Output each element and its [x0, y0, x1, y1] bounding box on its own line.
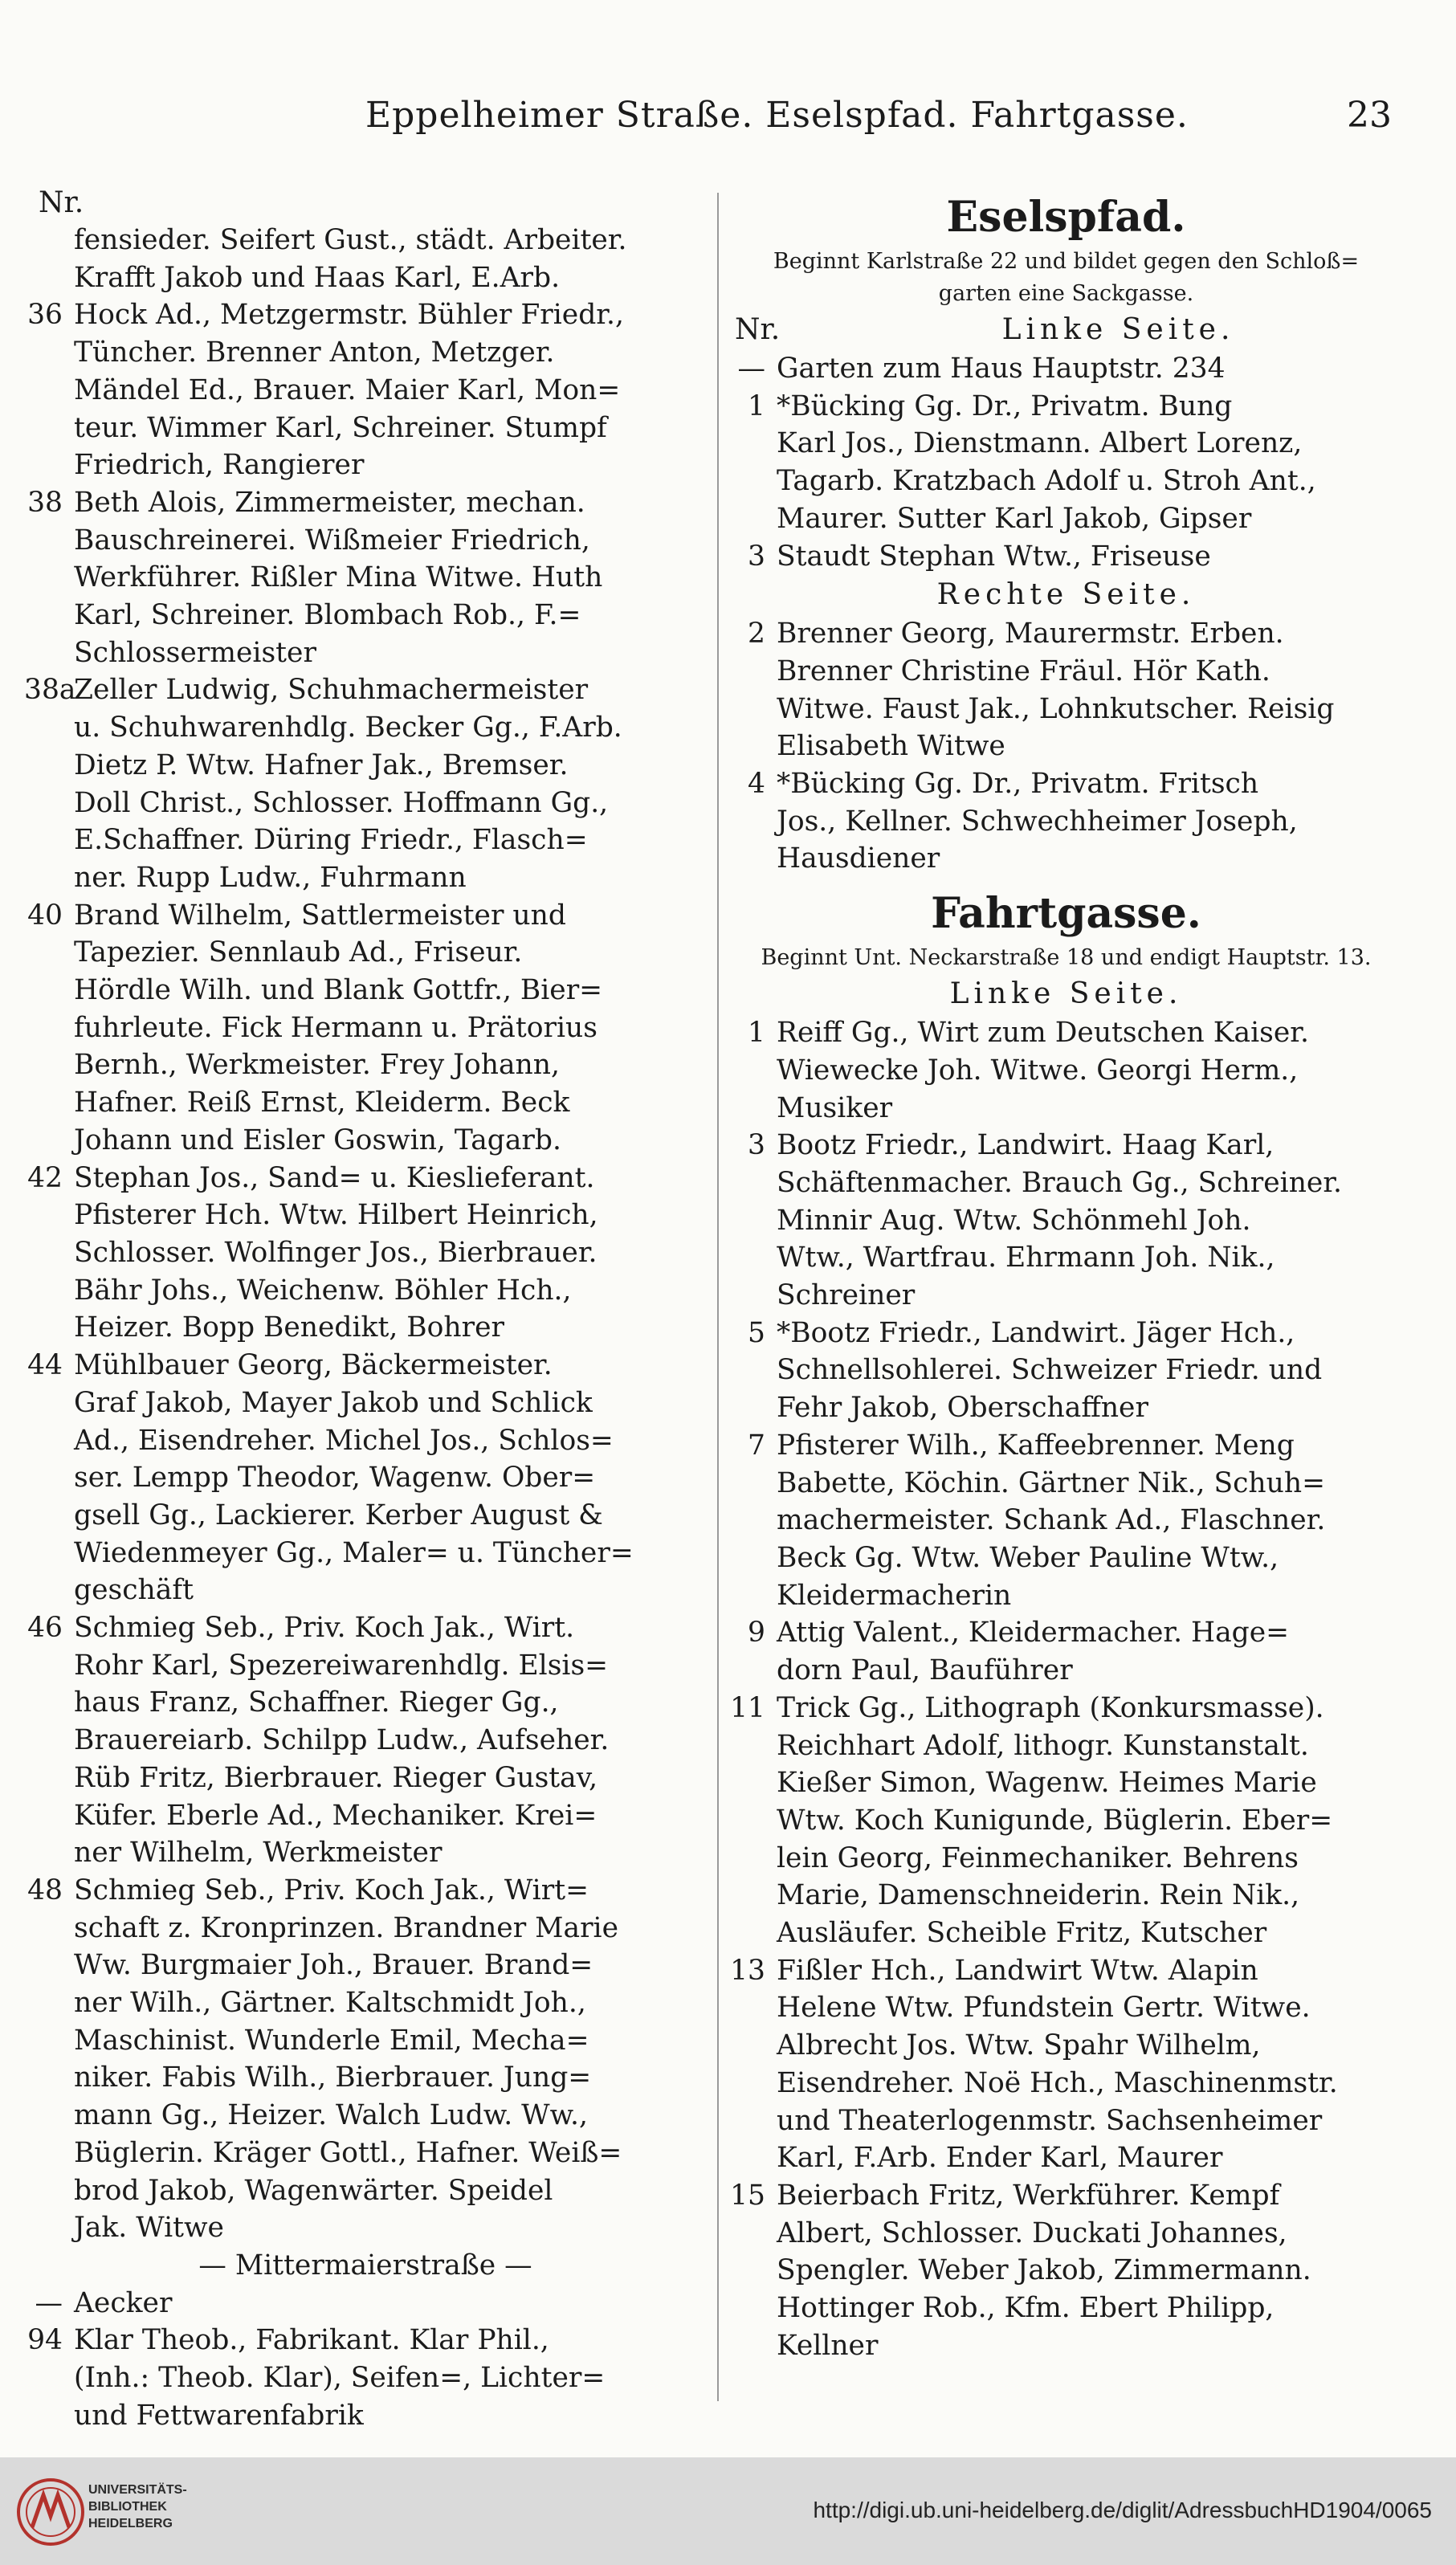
entry-line: Pfisterer Hch. Wtw. Hilbert Heinrich,: [74, 1199, 598, 1232]
entry-line: Hock Ad., Metzgermstr. Bühler Friedr.,: [74, 299, 624, 332]
entry-line: Staudt Stephan Wtw., Friseuse: [777, 540, 1211, 573]
left-after-entries: [24, 2285, 707, 2435]
entry-line: fuhrleute. Fick Hermann u. Prätorius: [74, 1011, 597, 1044]
entry-text: [777, 765, 1405, 878]
entry-line: Zeller Ludwig, Schuhmachermeister: [74, 674, 589, 707]
description-line: garten eine Sackgasse.: [938, 281, 1194, 306]
house-number: 1: [748, 1017, 765, 1050]
entry-text: [777, 1127, 1405, 1315]
entry-line: niker. Fabis Wilh., Bierbrauer. Jung=: [74, 2061, 592, 2094]
entry-line: Schäftenmacher. Brauch Gg., Schreiner.: [777, 1166, 1342, 1199]
entry-line: Schmieg Seb., Priv. Koch Jak., Wirt=: [74, 1874, 589, 1906]
entry-text: [777, 1315, 1405, 1427]
description-line: Beginnt Karlstraße 22 und bildet gegen den Schloß=: [773, 249, 1360, 274]
entry-line: Kellner: [777, 2329, 879, 2362]
entry-line: Doll Christ., Schlosser. Hoffmann Gg.,: [74, 786, 609, 819]
entry-line: Bauschreinerei. Wißmeier Friedrich,: [74, 524, 590, 557]
entry-line: E.Schaffner. Düring Friedr., Flasch=: [74, 824, 588, 857]
entry-line: Wiewecke Joh. Witwe. Georgi Herm.,: [777, 1054, 1299, 1087]
entry-line: Bähr Johs., Weichenw. Böhler Hch.,: [74, 1274, 572, 1307]
section-title-fahrtgasse: Fahrtgasse.: [931, 889, 1201, 939]
entry-line: Albrecht Jos. Wtw. Spahr Wilhelm,: [777, 2029, 1261, 2062]
entry-line: Kießer Simon, Wagenw. Heimes Marie: [777, 1767, 1317, 1800]
entry-line: *Bücking Gg. Dr., Privatm. Bung: [777, 389, 1233, 422]
house-number: 2: [748, 618, 765, 650]
entry-line: Jak. Witwe: [74, 2212, 224, 2245]
entry-line: Rohr Karl, Spezereiwarenhdlg. Elsis=: [74, 1649, 609, 1682]
entry-line: schaft z. Kronprinzen. Brandner Marie: [74, 1911, 619, 1944]
description-line: Beginnt Unt. Neckarstraße 18 und endigt Hauptstr. 13.: [761, 945, 1372, 971]
house-number: 5: [748, 1316, 765, 1349]
entry-line: Reichhart Adolf, lithogr. Kunstanstalt.: [777, 1729, 1309, 1762]
house-number: 3: [748, 1129, 765, 1162]
entry-line: Küfer. Eberle Ad., Mechaniker. Krei=: [74, 1799, 597, 1832]
entry-line: Ad., Eisendreher. Michel Jos., Schlos=: [74, 1424, 614, 1457]
entry-text: [74, 897, 707, 1160]
entry-line: brod Jakob, Wagenwärter. Speidel: [74, 2174, 553, 2207]
entry-line: und Fettwarenfabrik: [74, 2399, 364, 2432]
entry-line: Bootz Friedr., Landwirt. Haag Karl,: [777, 1129, 1275, 1162]
left-entries: [24, 222, 707, 2247]
entry-line: Schreiner: [777, 1279, 916, 1312]
entry-text: [777, 1614, 1405, 1689]
entry-line: Brenner Christine Fräul. Hör Kath.: [777, 655, 1270, 687]
section-description-eselspfad: [727, 246, 1405, 310]
side-heading-left-fahrtgasse: Linke Seite.: [949, 977, 1183, 1011]
entry-line: Wtw., Wartfrau. Ehrmann Joh. Nik.,: [777, 1242, 1275, 1274]
entry-line: Albert, Schlosser. Duckati Johannes,: [777, 2216, 1287, 2249]
directory-entry: [727, 1127, 1405, 1315]
entry-line: ner Wilh., Gärtner. Kaltschmidt Joh.,: [74, 1987, 586, 2020]
entry-line: Fehr Jakob, Oberschaffner: [777, 1392, 1148, 1425]
directory-entry: [727, 1427, 1405, 1615]
entry-line: Brand Wilhelm, Sattlermeister und: [74, 899, 566, 932]
house-number: 38a: [24, 674, 76, 707]
entry-line: Elisabeth Witwe: [777, 730, 1005, 763]
directory-entry: [24, 296, 707, 484]
house-number: [24, 222, 74, 296]
entry-line: Karl, F.Arb. Ender Karl, Maurer: [777, 2142, 1223, 2175]
page-number: 23: [1347, 95, 1392, 136]
entry-line: Dietz P. Wtw. Hafner Jak., Bremser.: [74, 748, 569, 781]
entry-line: Aecker: [74, 2286, 173, 2319]
source-url[interactable]: http://digi.ub.uni-heidelberg.de/diglit/AdressbuchHD1904/0065: [813, 2498, 1432, 2522]
side-heading-row: [727, 310, 1405, 350]
entry-line: ner. Rupp Ludw., Fuhrmann: [74, 861, 467, 894]
entry-line: u. Schuhwarenhdlg. Becker Gg., F.Arb.: [74, 712, 622, 744]
house-number: 46: [27, 1612, 63, 1645]
house-number: —: [737, 353, 765, 385]
entry-text: [777, 1952, 1405, 2177]
entry-line: Jos., Kellner. Schwechheimer Joseph,: [777, 805, 1298, 838]
directory-entry: [727, 1315, 1405, 1427]
entry-line: Musiker: [777, 1091, 893, 1124]
library-logo-text: [88, 2481, 187, 2532]
entry-line: Brauereiarb. Schilpp Ludw., Aufseher.: [74, 1724, 610, 1757]
entry-text: [777, 1014, 1405, 1127]
entry-line: Karl Jos., Dienstmann. Albert Lorenz,: [777, 427, 1303, 460]
entry-line: Babette, Köchin. Gärtner Nik., Schuh=: [777, 1466, 1325, 1499]
entry-line: Helene Wtw. Pfundstein Gertr. Witwe.: [777, 1992, 1311, 2025]
house-number: 42: [27, 1161, 63, 1194]
entry-line: Mändel Ed., Brauer. Maier Karl, Mon=: [74, 373, 621, 406]
entry-text: [777, 1427, 1405, 1615]
entry-line: Trick Gg., Lithograph (Konkursmasse).: [777, 1691, 1324, 1724]
entry-line: Friedrich, Rangierer: [74, 449, 365, 482]
side-heading-left: Linke Seite.: [1001, 313, 1235, 346]
entry-line: Brenner Georg, Maurermstr. Erben.: [777, 618, 1284, 650]
entry-line: Schlosser. Wolfinger Jos., Bierbrauer.: [74, 1236, 597, 1269]
directory-entry: [24, 484, 707, 672]
directory-entry: [24, 222, 707, 296]
house-number: 3: [748, 540, 765, 573]
directory-entry: [24, 1160, 707, 1348]
entry-line: dorn Paul, Bauführer: [777, 1654, 1073, 1687]
entry-line: Witwe. Faust Jak., Lohnkutscher. Reisig: [777, 692, 1335, 725]
entry-line: ser. Lempp Theodor, Wagenw. Ober=: [74, 1462, 596, 1495]
entry-line: gsell Gg., Lackierer. Kerber August &: [74, 1499, 603, 1531]
entry-line: Hafner. Reiß Ernst, Kleiderm. Beck: [74, 1087, 570, 1119]
logo-text-line: UNIVERSITÄTS-: [88, 2483, 187, 2497]
entry-line: Krafft Jakob und Haas Karl, E.Arb.: [74, 261, 561, 294]
entry-line: Maurer. Sutter Karl Jakob, Gipser: [777, 502, 1252, 535]
entry-line: *Bücking Gg. Dr., Privatm. Fritsch: [777, 768, 1259, 801]
entry-line: Wiedenmeyer Gg., Maler= u. Tüncher=: [74, 1536, 634, 1569]
running-header: [0, 95, 1456, 159]
house-number: 13: [730, 1954, 765, 1987]
entry-text: [777, 615, 1405, 765]
entry-text: [74, 1160, 707, 1348]
entry-text: [777, 538, 1405, 576]
fahrtgasse-entries: [727, 1014, 1405, 2364]
directory-entry: [24, 2285, 707, 2322]
entry-line: Reiff Gg., Wirt zum Deutschen Kaiser.: [777, 1017, 1309, 1050]
entry-line: Johann und Eisler Goswin, Tagarb.: [74, 1123, 561, 1156]
house-number: 94: [27, 2324, 63, 2357]
entry-line: Schnellsohlerei. Schweizer Friedr. und: [777, 1354, 1323, 1387]
entry-line: Hottinger Rob., Kfm. Ebert Philipp,: [777, 2292, 1275, 2325]
left-column: [24, 185, 707, 2434]
entry-line: Pfisterer Wilh., Kaffeebrenner. Meng: [777, 1429, 1295, 1462]
house-number: 48: [27, 1874, 63, 1906]
entry-line: Büglerin. Kräger Gottl., Hafner. Weiß=: [74, 2136, 622, 2169]
entry-line: Tüncher. Brenner Anton, Metzger.: [74, 336, 555, 369]
entry-text: [74, 296, 707, 484]
entry-line: Beck Gg. Wtw. Weber Pauline Wtw.,: [777, 1541, 1279, 1574]
entry-line: Ausläufer. Scheible Fritz, Kutscher: [777, 1917, 1267, 1950]
entry-text: [777, 388, 1405, 538]
entry-line: mann Gg., Heizer. Walch Ludw. Ww.,: [74, 2099, 588, 2132]
entry-line: Tagarb. Kratzbach Adolf u. Stroh Ant.,: [777, 465, 1316, 498]
column-divider: [717, 193, 719, 2401]
directory-entry: [24, 2322, 707, 2434]
nr-label-right: Nr.: [735, 313, 781, 346]
section-title-eselspfad: Eselspfad.: [946, 193, 1186, 242]
entry-line: Klar Theob., Fabrikant. Klar Phil.,: [74, 2324, 549, 2357]
entry-text: [74, 1872, 707, 2247]
entry-line: Attig Valent., Kleidermacher. Hage=: [777, 1617, 1290, 1650]
entry-line: Hausdiener: [777, 842, 940, 875]
entry-line: Bernh., Werkmeister. Frey Johann,: [74, 1049, 560, 1082]
entry-line: Ww. Burgmaier Joh., Brauer. Brand=: [74, 1949, 593, 1982]
entry-line: Garten zum Haus Hauptstr. 234: [777, 353, 1226, 385]
entry-line: Karl, Schreiner. Blombach Rob., F.=: [74, 599, 581, 632]
directory-entry: [24, 897, 707, 1160]
entry-line: machermeister. Schank Ad., Flaschner.: [777, 1504, 1326, 1537]
entry-line: Graf Jakob, Mayer Jakob und Schlick: [74, 1386, 593, 1419]
entry-line: Hördle Wilh. und Blank Gottfr., Bier=: [74, 974, 603, 1007]
side-heading-right: Rechte Seite.: [936, 578, 1196, 612]
house-number: 1: [748, 389, 765, 422]
entry-line: Minnir Aug. Wtw. Schönmehl Joh.: [777, 1204, 1251, 1237]
university-seal-icon: [16, 2477, 85, 2547]
house-number: —: [35, 2286, 63, 2319]
entry-line: Fißler Hch., Landwirt Wtw. Alapin: [777, 1954, 1258, 1987]
entry-line: ner Wilhelm, Werkmeister: [74, 1837, 443, 1870]
directory-entry: [727, 538, 1405, 576]
directory-entry: [727, 1952, 1405, 2177]
entry-line: Werkführer. Rißler Mina Witwe. Huth: [74, 561, 603, 594]
directory-entry: [24, 1872, 707, 2247]
entry-text: [74, 1347, 707, 1609]
entry-line: Marie, Damenschneiderin. Rein Nik.,: [777, 1879, 1300, 1912]
entry-line: Wtw. Koch Kunigunde, Büglerin. Eber=: [777, 1804, 1333, 1837]
house-number: 40: [27, 899, 63, 932]
house-number: 15: [730, 2179, 765, 2212]
entry-line: Beth Alois, Zimmermeister, mechan.: [74, 486, 585, 519]
house-number: 7: [748, 1429, 765, 1462]
entry-line: Eisendreher. Noë Hch., Maschinenmstr.: [777, 2066, 1338, 2099]
house-number: 4: [748, 768, 765, 801]
directory-entry: [727, 1614, 1405, 1689]
directory-entry: [24, 671, 707, 896]
entry-line: Rüb Fritz, Bierbrauer. Rieger Gustav,: [74, 1761, 598, 1794]
directory-entry: [727, 2177, 1405, 2365]
entry-line: (Inh.: Theob. Klar), Seifen=, Lichter=: [74, 2362, 606, 2395]
entry-line: teur. Wimmer Karl, Schreiner. Stumpf: [74, 411, 607, 444]
directory-entry: [727, 388, 1405, 538]
directory-entry: [727, 1014, 1405, 1127]
right-column: [727, 185, 1405, 2364]
directory-entry: [727, 765, 1405, 878]
entry-line: Tapezier. Sennlaub Ad., Friseur.: [74, 936, 523, 969]
entry-line: fensieder. Seifert Gust., städt. Arbeiter.: [74, 224, 627, 256]
entry-line: Spengler. Weber Jakob, Zimmermann.: [777, 2254, 1311, 2287]
directory-entry: [24, 1347, 707, 1609]
logo-text-line: BIBLIOTHEK: [88, 2500, 167, 2514]
directory-entry: [727, 350, 1405, 388]
entry-line: und Theaterlogenmstr. Sachsenheimer: [777, 2104, 1323, 2137]
house-number: 38: [27, 486, 63, 519]
entry-line: haus Franz, Schaffner. Rieger Gg.,: [74, 1686, 559, 1719]
house-number: 11: [730, 1691, 765, 1724]
entry-line: geschäft: [74, 1574, 194, 1607]
entry-line: Stephan Jos., Sand= u. Kieslieferant.: [74, 1161, 595, 1194]
entry-line: Maschinist. Wunderle Emil, Mecha=: [74, 2024, 589, 2057]
entry-text: [74, 671, 707, 896]
house-number: 44: [27, 1349, 63, 1382]
entry-text: [74, 222, 707, 296]
eselspfad-left-entries: [727, 350, 1405, 575]
page-header-title: Eppelheimer Straße. Eselspfad. Fahrtgasse.: [365, 95, 1189, 136]
entry-line: Heizer. Bopp Benedikt, Bohrer: [74, 1311, 504, 1344]
entry-line: lein Georg, Feinmechaniker. Behrens: [777, 1841, 1299, 1874]
entry-text: [777, 1690, 1405, 1952]
entry-text: [74, 2322, 707, 2434]
entry-line: Beierbach Fritz, Werkführer. Kempf: [777, 2179, 1280, 2212]
entry-text: [74, 1609, 707, 1872]
entry-line: Kleidermacherin: [777, 1579, 1012, 1612]
entry-line: *Bootz Friedr., Landwirt. Jäger Hch.,: [777, 1316, 1295, 1349]
entry-text: [777, 350, 1405, 388]
footer-bar: [0, 2457, 1456, 2565]
directory-entry: [24, 1609, 707, 1872]
house-number: 36: [27, 299, 63, 332]
logo-text-line: HEIDELBERG: [88, 2517, 173, 2530]
directory-entry: [727, 1690, 1405, 1952]
nr-label: Nr.: [39, 186, 84, 219]
house-number: 9: [748, 1617, 765, 1650]
eselspfad-right-entries: [727, 615, 1405, 878]
entry-line: Schlossermeister: [74, 636, 316, 669]
entry-text: [74, 484, 707, 672]
entry-text: [777, 2177, 1405, 2365]
section-description-fahrtgasse: [727, 942, 1405, 974]
entry-line: Mühlbauer Georg, Bäckermeister.: [74, 1349, 553, 1382]
entry-line: Schmieg Seb., Priv. Koch Jak., Wirt.: [74, 1612, 575, 1645]
entry-text: [74, 2285, 707, 2322]
directory-entry: [727, 615, 1405, 765]
street-separator: — Mittermaierstraße —: [198, 2249, 532, 2282]
